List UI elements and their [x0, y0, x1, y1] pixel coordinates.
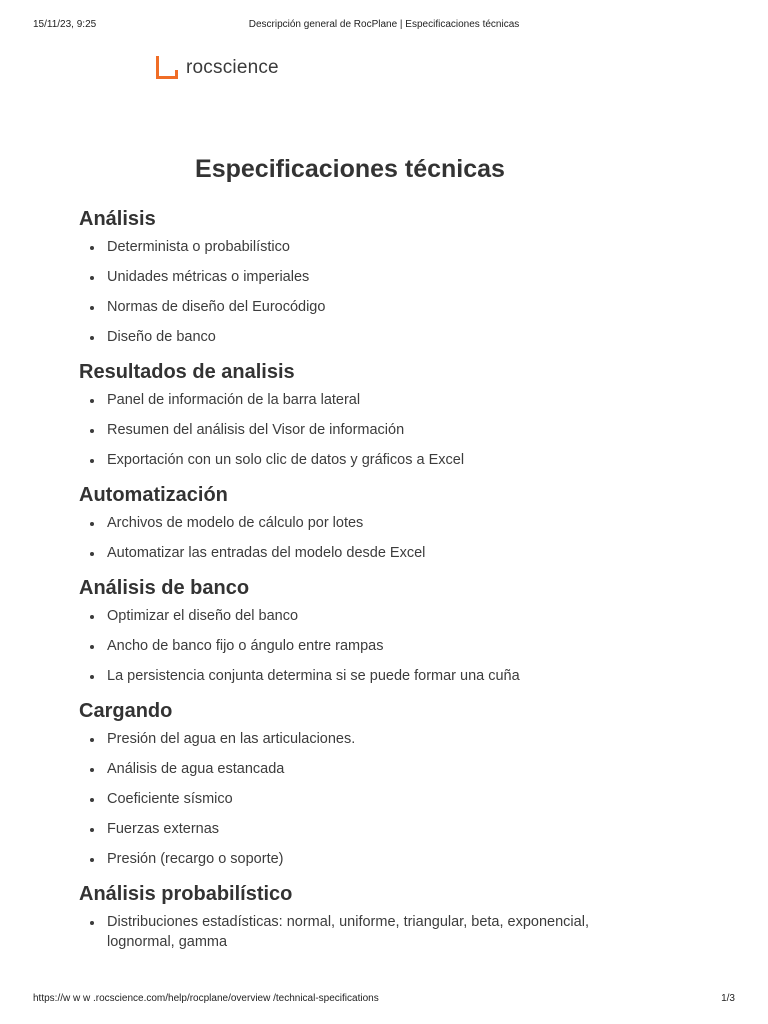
list-item: Coeficiente sísmico	[79, 789, 639, 810]
list-item: Análisis de agua estancada	[79, 759, 639, 780]
page-number: 1/3	[721, 993, 735, 1004]
list-item: Panel de información de la barra lateral	[79, 390, 639, 411]
list-item: Optimizar el diseño del banco	[79, 606, 639, 627]
list-item: Unidades métricas o imperiales	[79, 267, 639, 288]
print-header	[33, 19, 735, 33]
logo-text: rocscience	[186, 56, 279, 78]
list-item: Presión del agua en las articulaciones.	[79, 729, 639, 750]
section-list-probabilistico	[79, 912, 639, 952]
page-title: Especificaciones técnicas	[195, 155, 505, 183]
print-date: 15/11/23, 9:25	[33, 19, 97, 30]
list-item: Presión (recargo o soporte)	[79, 849, 639, 870]
section-heading-cargando: Cargando	[79, 700, 173, 722]
print-url: https://w w w .rocscience.com/help/rocplane/overview /technical-specifications	[33, 993, 379, 1004]
section-heading-automatizacion: Automatización	[79, 484, 228, 506]
list-item: Normas de diseño del Eurocódigo	[79, 297, 639, 318]
list-item: Determinista o probabilístico	[79, 237, 639, 258]
print-document-title: Descripción general de RocPlane | Especificaciones técnicas	[248, 19, 520, 30]
section-list-automatizacion	[79, 513, 639, 564]
specifications-content	[79, 205, 639, 962]
bracket-logo-icon	[156, 56, 178, 79]
print-footer	[33, 993, 735, 1007]
section-list-resultados	[79, 390, 639, 471]
section-list-analisis	[79, 237, 639, 348]
list-item: Archivos de modelo de cálculo por lotes	[79, 513, 639, 534]
section-heading-analisis-banco: Análisis de banco	[79, 577, 250, 599]
list-item: Exportación con un solo clic de datos y gráficos a Excel	[79, 450, 639, 471]
section-list-cargando	[79, 729, 639, 870]
list-item: La persistencia conjunta determina si se puede formar una cuña	[79, 666, 639, 687]
rocscience-logo[interactable]	[156, 56, 279, 79]
list-item: Fuerzas externas	[79, 819, 639, 840]
list-item: Ancho de banco fijo o ángulo entre rampas	[79, 636, 639, 657]
list-item: Diseño de banco	[79, 327, 639, 348]
list-item: Distribuciones estadísticas: normal, uniforme, triangular, beta, exponencial, lognormal, gamma	[79, 912, 639, 952]
section-list-analisis-banco	[79, 606, 639, 687]
list-item: Resumen del análisis del Visor de información	[79, 420, 639, 441]
section-heading-resultados: Resultados de analisis	[79, 361, 295, 383]
section-heading-probabilistico: Análisis probabilístico	[79, 883, 293, 905]
list-item: Automatizar las entradas del modelo desde Excel	[79, 543, 639, 564]
section-heading-analisis: Análisis	[79, 208, 156, 230]
